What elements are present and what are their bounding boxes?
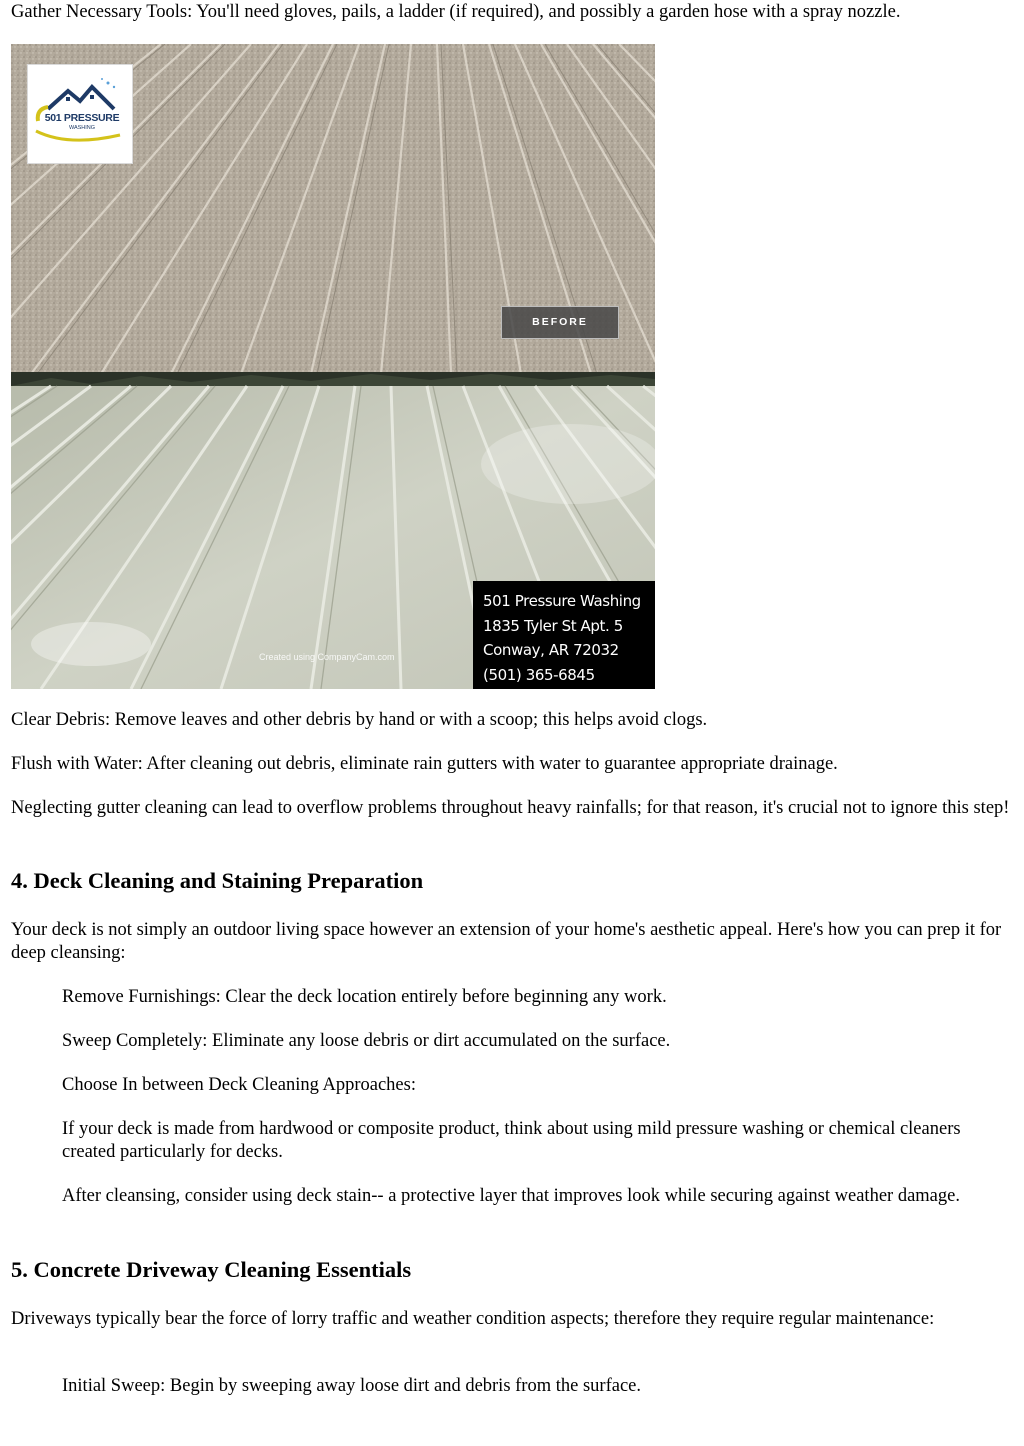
paragraph: Neglecting gutter cleaning can lead to overflow problems throughout heavy rainfalls; for that reason, it's crucial not to ignore this step!	[11, 798, 1010, 818]
section-intro: Driveways typically bear the force of lorry traffic and weather condition aspects; therefore they require regular maintenance:	[11, 1309, 935, 1329]
paragraph: Clear Debris: Remove leaves and other debris by hand or with a scoop; this helps avoid clogs.	[11, 710, 708, 730]
section-heading: 4. Deck Cleaning and Staining Preparation	[11, 868, 424, 893]
paragraph: Flush with Water: After cleaning out debris, eliminate rain gutters with water to guarantee appropriate drainage.	[11, 754, 838, 774]
address-line: 1835 Tyler St Apt. 5	[483, 616, 623, 635]
list-item: Choose In between Deck Cleaning Approaches:	[62, 1075, 416, 1095]
company-logo	[27, 64, 133, 164]
section-intro: Your deck is not simply an outdoor living space however an extension of your home's aesthetic appeal. Here's how you can prep it for deep cleansing:	[11, 920, 1002, 963]
list-item: Sweep Completely: Eliminate any loose debris or dirt accumulated on the surface.	[62, 1031, 671, 1051]
logo-text: 501 PRESSURE	[44, 112, 120, 124]
intro-paragraph: Gather Necessary Tools: You'll need gloves, pails, a ladder (if required), and possibly a garden hose with a spray nozzle.	[11, 2, 901, 22]
section-heading: 5. Concrete Driveway Cleaning Essentials	[11, 1257, 412, 1282]
photo-credit: Created using CompanyCam.com	[259, 652, 395, 662]
list-item: Remove Furnishings: Clear the deck location entirely before beginning any work.	[62, 987, 667, 1007]
before-after-roof-photo	[11, 44, 655, 689]
logo-subtext: WASHING	[68, 125, 96, 131]
address-line: Conway, AR 72032	[483, 641, 619, 659]
before-label: BEFORE	[501, 306, 619, 339]
address-overlay	[473, 581, 655, 689]
address-line: 501 Pressure Washing	[483, 592, 641, 610]
list-item: After cleansing, consider using deck stain-- a protective layer that improves look while securing against weather damage.	[62, 1186, 960, 1206]
list-item: If your deck is made from hardwood or composite product, think about using mild pressure washing or chemical cleaners created particularly for decks.	[62, 1119, 961, 1162]
list-item: Initial Sweep: Begin by sweeping away loose dirt and debris from the surface.	[62, 1376, 641, 1396]
address-line: (501) 365-6845	[483, 665, 595, 684]
